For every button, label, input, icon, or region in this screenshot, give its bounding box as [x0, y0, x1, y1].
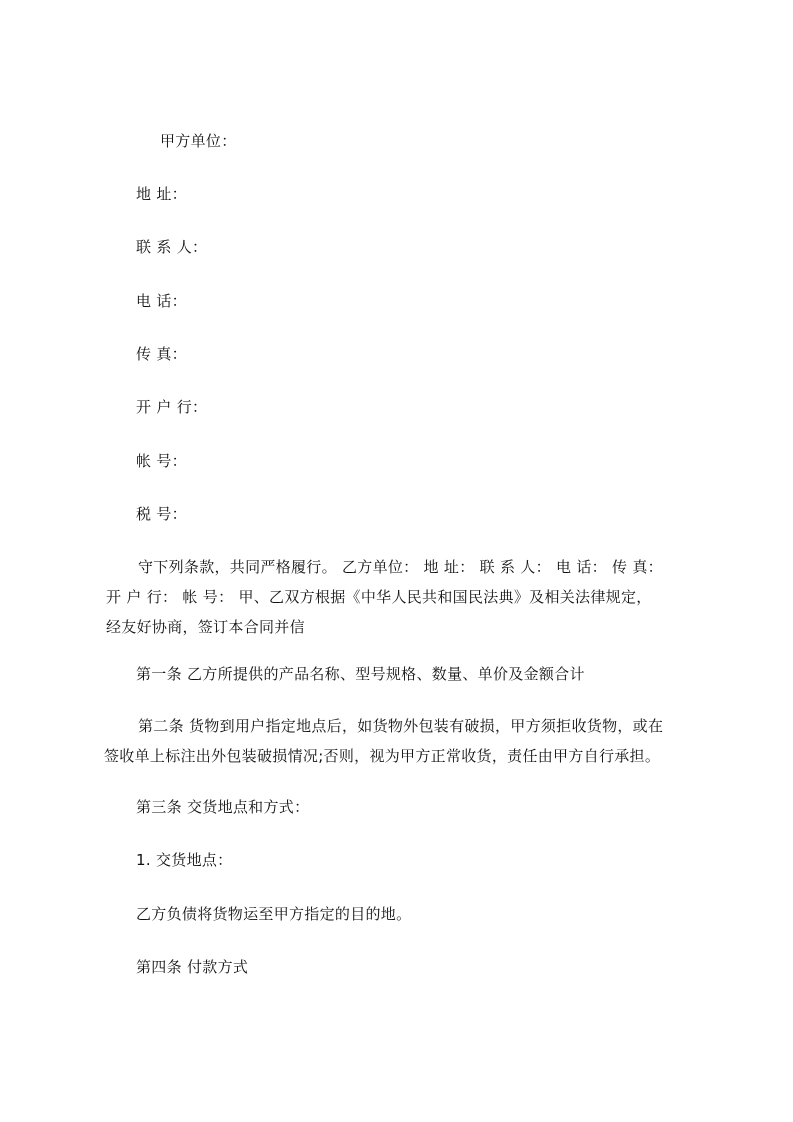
intro-line-1: 守下列条款，共同严格履行。 乙方单位： 地 址： 联 系 人： 电 话： 传 真：: [138, 558, 663, 576]
party-a-unit: 甲方单位：: [160, 132, 237, 150]
party-a-account: 帐 号：: [136, 452, 187, 470]
article-4-title: 第四条 付款方式: [136, 958, 249, 976]
intro-line-3: 经友好协商，签订本合同并信: [106, 618, 305, 636]
intro-line-2: 开 户 行： 帐 号： 甲、乙双方根据《中华人民共和国民法典》及相关法律规定，: [106, 588, 652, 606]
article-2-line-2: 签收单上标注出外包装破损情况;否则，视为甲方正常收货，责任由甲方自行承担。: [104, 747, 661, 765]
article-2-paragraph: [104, 711, 663, 771]
party-a-phone: 电 话：: [136, 292, 187, 310]
party-a-fax: 传 真：: [136, 345, 187, 363]
article-3-item-1: 1. 交货地点：: [136, 851, 233, 869]
party-a-tax-number: 税 号：: [136, 505, 187, 523]
party-a-bank: 开 户 行：: [136, 398, 208, 416]
intro-paragraph: [106, 552, 663, 642]
party-a-address: 地 址：: [136, 185, 187, 203]
article-3-title: 第三条 交货地点和方式：: [136, 798, 310, 816]
party-a-contact: 联 系 人：: [136, 238, 208, 256]
article-2-line-1: 第二条 货物到用户指定地点后，如货物外包装有破损，甲方须拒收货物，或在: [138, 717, 664, 735]
article-1: 第一条 乙方所提供的产品名称、型号规格、数量、单价及金额合计: [136, 665, 585, 683]
article-3-item-1-text: 乙方负债将货物运至甲方指定的目的地。: [136, 905, 412, 923]
